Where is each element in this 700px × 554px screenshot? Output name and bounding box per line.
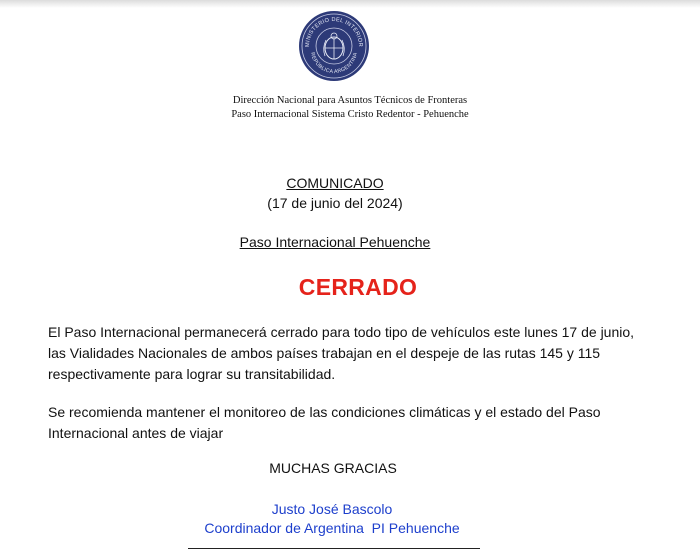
seal-text-top: MINISTERIO DEL INTERIOR [304, 16, 364, 48]
office-line-2: Paso Internacional Sistema Cristo Redentor - Pehuenche [231, 109, 469, 120]
closing-thanks: MUCHAS GRACIAS [269, 460, 397, 476]
body-paragraph-1: El Paso Internacional permanecerá cerrado para todo tipo de vehículos este lunes 17 de junio, las Vialidades Nacionales de ambos países trabajan en el despeje de las rutas 145 y 115 respectivamente para lograr su transitabilidad. [48, 324, 635, 382]
communique-date: (17 de junio del 2024) [267, 195, 403, 211]
body-paragraph-2: Se recomienda mantener el monitoreo de las condiciones climáticas y el estado del Paso Internacional antes de viajar [48, 404, 601, 441]
page-top-shadow [0, 0, 700, 8]
status-badge: CERRADO [298, 274, 418, 300]
communique-heading: COMUNICADO [286, 175, 384, 191]
office-header [150, 94, 550, 122]
office-line-1: Dirección Nacional para Asuntos Técnicos de Fronteras [232, 95, 468, 106]
signature-title: Coordinador de Argentina PI Pehuenche [204, 520, 460, 536]
ministry-seal-icon [298, 10, 370, 82]
signature-name: Justo José Bascolo [271, 501, 393, 517]
seal-text-bottom: REPÚBLICA ARGENTINA [309, 51, 359, 76]
signature-rule [188, 548, 480, 549]
communique-subject: Paso Internacional Pehuenche [239, 234, 431, 250]
